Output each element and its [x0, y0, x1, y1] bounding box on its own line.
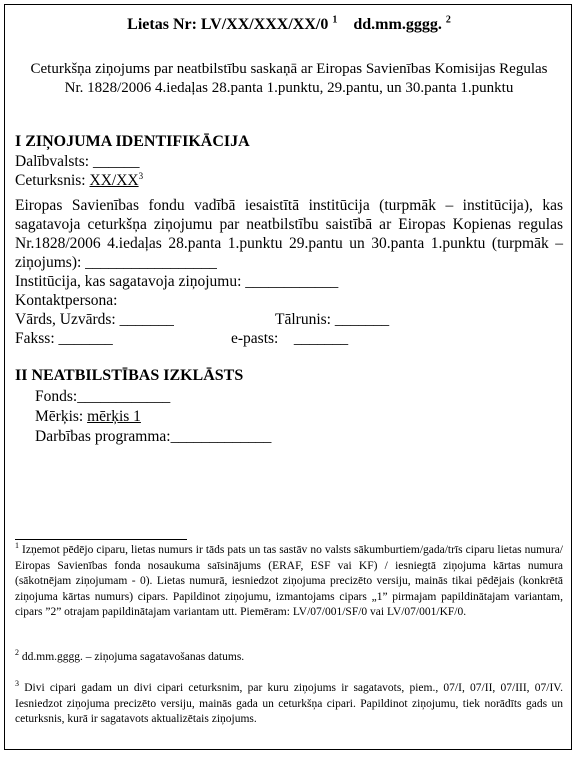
fund-field: [35, 388, 170, 406]
phone-field: [275, 311, 389, 329]
email-value: _______: [293, 330, 349, 347]
footnote-separator: [15, 539, 187, 540]
program-label: Darbības programma:: [35, 428, 171, 445]
preparing-institution-row: [15, 273, 338, 291]
fund-label: Fonds:: [35, 388, 78, 405]
phone-value: _______: [334, 311, 390, 328]
footnote-ref-3: 3: [138, 170, 144, 181]
case-number-title: Lietas Nr: LV/XX/XXX/XX/0 $^1$ dd.mm.gggg. $^2$: [127, 14, 451, 33]
fax-value: _______: [58, 330, 113, 347]
name-label: Vārds, Uzvārds:: [15, 311, 116, 328]
footnote-2: $^2$ dd.mm.gggg. – ziņojuma sagatavošanas datums.: [15, 648, 245, 663]
fax-field: [15, 330, 113, 348]
quarter-row: [15, 172, 143, 190]
phone-label: Tālrunis:: [275, 311, 331, 328]
email-field: [231, 330, 348, 348]
institution-paragraph: Eiropas Savienības fondu vadībā iesaistītā institūcija (turpmāk – institūcija), kas sagatavoja ceturkšņa ziņojumu par neatbilstību saistībā ar Eiropas Kopienas regulas Nr.1828/2006 4.iedaļas 28.panta 1.punktu 29.pantu un 30.panta 1.punktu (turpmāk –ziņojums): _________________: [15, 197, 563, 271]
name-field: [15, 311, 174, 329]
preparing-institution-label: Institūcija, kas sagatavoja ziņojumu:: [15, 273, 242, 290]
member-state-label: Dalībvalsts:: [15, 153, 90, 170]
program-value: _____________: [170, 428, 272, 445]
member-state-row: [15, 153, 139, 171]
section1-heading: I ZIŅOJUMA IDENTIFIKĀCIJA: [15, 133, 250, 150]
footnote-ref-2: 2: [445, 14, 451, 26]
quarter-value: XX/XX: [89, 172, 139, 189]
goal-label: Mērķis:: [35, 408, 84, 425]
contact-label: Kontaktpersona:: [15, 292, 118, 309]
name-value: _______: [119, 311, 174, 328]
preparing-institution-value: ____________: [245, 273, 339, 290]
fax-label: Fakss:: [15, 330, 55, 347]
document-frame: [4, 4, 572, 750]
fund-value: ____________: [77, 388, 171, 405]
email-label: e-pasts:: [231, 330, 279, 347]
report-intro: Ceturkšņa ziņojums par neatbilstību saskaņā ar Eiropas Savienības Komisijas Regulas Nr. 1828/2006 4.iedaļas 28.panta 1.punktu, 29.pantu, un 30.panta 1.punktu: [30, 61, 548, 96]
footnote-3: $^3$ Divi cipari gadam un divi cipari ceturksnim, par kuru ziņojums ir sagatavots, piem., 07/I, 07/II, 07/III, 07/IV. Iesniedzot ziņojuma precizēto versiju, mainās gada un ceturkšņa cipari. Papildinot ziņojumu, tiek norādīts gads un ceturksnis, kurā ir sagatavots aktualizētais ziņojums.: [15, 679, 563, 725]
footnote-1: $^1$ Izņemot pēdējo ciparu, lietas numurs ir tāds pats un tas sastāv no valsts sākumburtiem/gada/trīs ciparu lietas numura/ Eiropas Savienības fonda nosaukuma saīsinājums (ERAF, ESF vai KF) / iesniegtā ziņojuma kārtas numura (sākotnējam ziņojumam - 0). Lietas numurā, iesniedzot ziņojuma precizēto versiju, mainās tikai pēdējais (konkrētā ziņojuma kārtas numurs) cipars. Papildinot ziņojumu, izmantojams cipars „1” pirmajam papildinātajam variantam, cipars ”2” otrajam papildinātajam variantam utt. Piemēram: LV/07/001/SF/0 vai LV/07/001/KF/0.: [15, 541, 563, 618]
date-placeholder: dd.mm.gggg.: [353, 16, 442, 33]
program-field: [35, 428, 271, 446]
quarter-label: Ceturksnis:: [15, 172, 86, 189]
goal-field: [35, 408, 141, 426]
goal-value: mērķis 1: [87, 408, 141, 425]
member-state-value: ______: [92, 153, 140, 170]
footnote-ref-1: 1: [332, 14, 338, 26]
section2-heading: II NEATBILSTĪBAS IZKLĀSTS: [15, 367, 244, 384]
